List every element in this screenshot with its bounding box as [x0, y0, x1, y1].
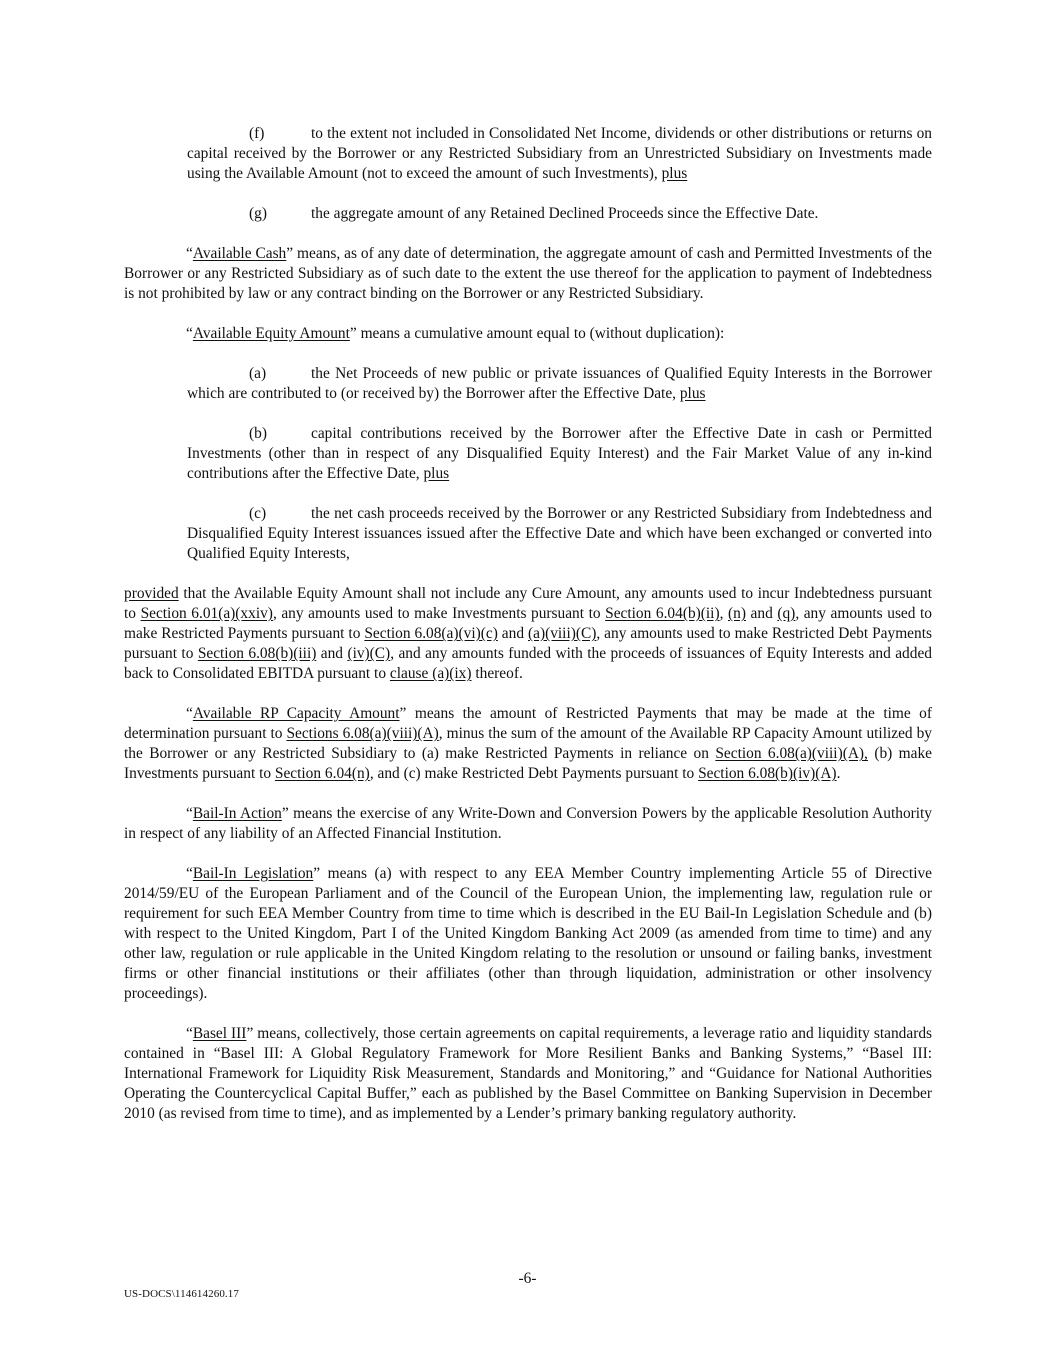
- defined-term: Basel III: [192, 1025, 247, 1042]
- definition-available-rp-capacity-amount: “Available RP Capacity Amount” means the amount of Restricted Payments that may be made at the time of determination pursuant to Sections 6.08(a)(viii)(A), minus the sum of the amount of the Available RP Capacity Amount utilized by the Borrower or any Restricted Subsidiary to (a) make Restricted Payments in reliance on Section 6.08(a)(viii)(A), (b) make Investments pursuant to Section 6.04(n), and (c) make Restricted Debt Payments pursuant to Section 6.08(b)(iv)(A).: [124, 705, 933, 782]
- clause-text: the net cash proceeds received by the Borrower or any Restricted Subsidiary from Indebtedness and Disqualified Equity Interest issuances issued after the Effective Date and which have been exchanged or converted into Qualified Equity Interests,: [187, 505, 932, 562]
- document-id: US-DOCS\114614260.17: [124, 1288, 239, 1300]
- defined-term: Bail-In Legislation: [192, 865, 314, 882]
- defined-term: Bail-In Action: [192, 805, 282, 822]
- section-ref: (n): [728, 605, 746, 622]
- clause-b: [187, 424, 932, 484]
- clause-a: [187, 364, 932, 404]
- proviso-text: , any amounts used to make Investments pursuant to: [272, 605, 601, 622]
- provided-term: provided: [124, 585, 179, 602]
- definition-bail-in-action: “Bail-In Action” means the exercise of any Write-Down and Conversion Powers by the applicable Resolution Authority in respect of any liability of an Affected Financial Institution.: [124, 805, 933, 842]
- definition-text: (b) make Investments pursuant to: [124, 745, 933, 782]
- definition-available-cash: “Available Cash” means, as of any date of determination, the aggregate amount of cash and Permitted Investments of the Borrower or any Restricted Subsidiary as of such date to the extent the use thereof for the application to payment of Indebtedness is not prohibited by law or any contract binding on the Borrower or any Restricted Subsidiary.: [124, 245, 932, 302]
- proviso-text: and: [750, 605, 773, 622]
- proviso-text: , any amounts used to make Restricted Debt Payments pursuant to: [124, 625, 932, 662]
- clause-c: [187, 504, 932, 564]
- section-ref: Section 6.04(b)(ii): [605, 605, 720, 622]
- clause-text: the Net Proceeds of new public or private issuances of Qualified Equity Interests in the Borrower which are contributed to (or received by) the Borrower after the Effective Date,: [187, 365, 932, 402]
- section-ref: (q): [777, 605, 796, 622]
- definition-text: , and (c) make Restricted Debt Payments pursuant to: [369, 765, 695, 782]
- defined-term: Available Cash: [192, 245, 287, 262]
- clause-label: (a): [249, 365, 267, 382]
- conjunction: plus: [423, 465, 450, 482]
- conjunction: plus: [661, 165, 688, 182]
- definition-text: means, collectively, those certain agreements on capital requirements, a leverage ratio and liquidity standards contained in “Basel III: A Global Regulatory Framework for More Resilient Banks and Banking Systems,” “Basel III: International Framework for Liquidity Risk Measurement, Standards and Monitoring,” and “Guidance for National Authorities Operating the Countercyclical Capital Buffer,” each as published by the Basel Committee on Banking Supervision in December 2010 (as revised from time to time), and as implemented by a Lender’s primary banking regulatory authority.: [124, 1025, 933, 1122]
- clause-text: to the extent not included in Consolidated Net Income, dividends or other distributions or returns on capital received by the Borrower or any Restricted Subsidiary from an Unrestricted Subsidiary on Investments made using the Available Amount (not to exceed the amount of such Investments),: [187, 125, 932, 182]
- definition-basel-iii: “Basel III” means, collectively, those certain agreements on capital requirements, a leverage ratio and liquidity standards contained in “Basel III: A Global Regulatory Framework for More Resilient Banks and Banking Systems,” “Basel III: International Framework for Liquidity Risk Measurement, Standards and Monitoring,” and “Guidance for National Authorities Operating the Countercyclical Capital Buffer,” each as published by the Basel Committee on Banking Supervision in December 2010 (as revised from time to time), and as implemented by a Lender’s primary banking regulatory authority.: [124, 1025, 933, 1122]
- section-ref: Section 6.01(a)(xxiv): [140, 605, 273, 622]
- section-ref: (iv)(C): [347, 645, 391, 662]
- definition-bail-in-legislation: “Bail-In Legislation” means (a) with respect to any EEA Member Country implementing Article 55 of Directive 2014/59/EU of the European Parliament and of the Council of the European Union, the implementing law, regulation rule or requirement for such EEA Member Country from time to time which is described in the EU Bail-In Legislation Schedule and (b) with respect to the United Kingdom, Part I of the United Kingdom Banking Act 2009 (as amended from time to time) and any other law, regulation or rule applicable in the United Kingdom relating to the resolution or unsound or failing banks, investment firms or other financial institutions or their affiliates (other than through liquidation, administration or other insolvency proceedings).: [124, 865, 933, 1002]
- section-ref: Section 6.08(a)(vi)(c): [364, 625, 498, 642]
- definition-text: , minus the sum of the amount of the Available RP Capacity Amount utilized by the Borrower or any Restricted Subsidiary to (a) make Restricted Payments in reliance on: [124, 725, 932, 762]
- definition-text: means, as of any date of determination, the aggregate amount of cash and Permitted Investments of the Borrower or any Restricted Subsidiary as of such date to the extent the use thereof for the application to payment of Indebtedness is not prohibited by law or any contract binding on the Borrower or any Restricted Subsidiary.: [124, 245, 932, 302]
- clause-label: (g): [249, 205, 267, 222]
- page-number: -6-: [518, 1270, 537, 1287]
- definition-text: means the exercise of any Write-Down and Conversion Powers by the applicable Resolution Authority in respect of any liability of an Affected Financial Institution.: [124, 805, 933, 842]
- proviso-text: that the Available Equity Amount shall not include any Cure Amount, any amounts used to incur Indebtedness pursuant to: [124, 585, 932, 622]
- definition-text: means the amount of Restricted Payments that may be made at the time of determination pursuant to: [124, 705, 933, 742]
- section-ref: Section 6.08(a)(viii)(A),: [715, 745, 868, 762]
- document-body: [124, 124, 932, 1124]
- proviso-text: ,: [719, 605, 724, 622]
- section-ref: Section 6.08(b)(iii): [197, 645, 317, 662]
- definition-text: means a cumulative amount equal to (without duplication):: [360, 325, 725, 342]
- proviso-text: thereof.: [475, 665, 523, 682]
- proviso-text: and: [501, 625, 525, 642]
- clause-text: the aggregate amount of any Retained Declined Proceeds since the Effective Date.: [311, 205, 819, 222]
- proviso-text: and: [320, 645, 344, 662]
- clause-g: [187, 204, 932, 224]
- defined-term: Available Equity Amount: [192, 325, 350, 342]
- clause-label: (f): [249, 125, 265, 142]
- clause-label: (c): [249, 505, 267, 522]
- section-ref: Section 6.04(n): [274, 765, 370, 782]
- proviso-text: , and any amounts funded with the proceeds of issuances of Equity Interests and added back to Consolidated EBITDA pursuant to: [124, 645, 932, 682]
- defined-term: Available RP Capacity Amount: [192, 705, 400, 722]
- definition-available-equity-amount: “Available Equity Amount” means a cumulative amount equal to (without duplication):: [186, 325, 725, 342]
- clause-f: [187, 124, 932, 184]
- section-ref: Section 6.08(b)(iv)(A): [698, 765, 837, 782]
- section-ref: Sections 6.08(a)(viii)(A): [286, 725, 439, 742]
- conjunction: plus: [679, 385, 706, 402]
- section-ref: clause (a)(ix): [389, 665, 472, 682]
- clause-text: capital contributions received by the Borrower after the Effective Date in cash or Permitted Investments (other than in respect of any Disqualified Equity Interest) and the Fair Market Value of any in-kind contributions after the Effective Date,: [187, 425, 932, 482]
- definition-text: means (a) with respect to any EEA Member Country implementing Article 55 of Directive 2014/59/EU of the European Parliament and of the Council of the European Union, the implementing law, regulation rule or requirement for such EEA Member Country from time to time which is described in the EU Bail-In Legislation Schedule and (b) with respect to the United Kingdom, Part I of the United Kingdom Banking Act 2009 (as amended from time to time) and any other law, regulation or rule applicable in the United Kingdom relating to the resolution or unsound or failing banks, investment firms or other financial institutions or their affiliates (other than through liquidation, administration or other insolvency proceedings).: [124, 865, 933, 1002]
- clause-label: (b): [249, 425, 267, 442]
- proviso-text: , any amounts used to make Restricted Payments pursuant to: [124, 605, 932, 642]
- section-ref: (a)(viii)(C): [528, 625, 597, 642]
- definition-text: .: [836, 765, 841, 782]
- proviso-paragraph: [124, 584, 932, 684]
